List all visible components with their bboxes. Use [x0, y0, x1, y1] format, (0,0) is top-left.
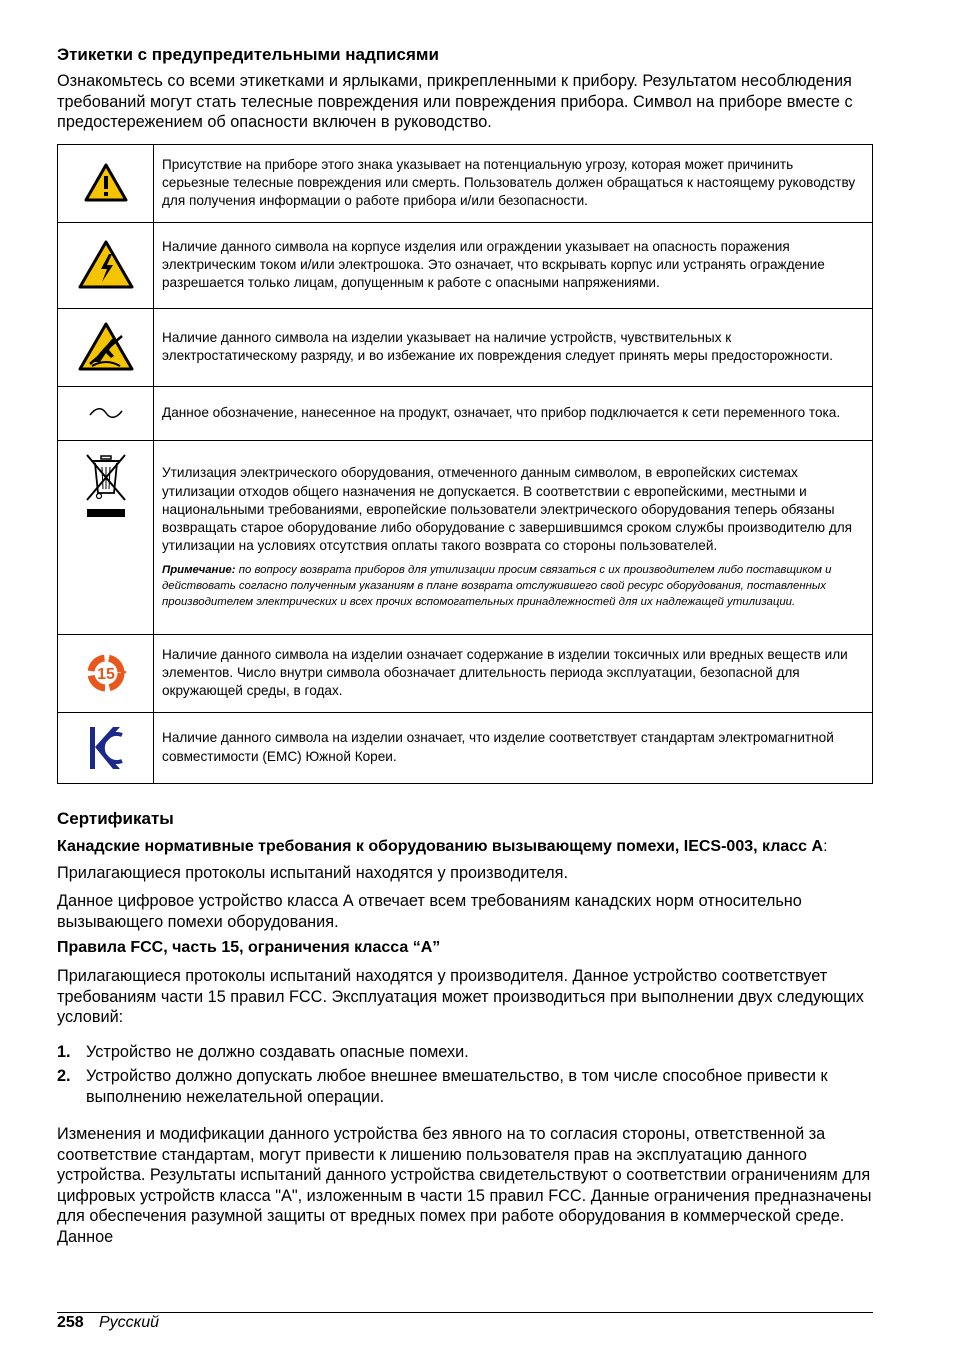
section-title-certificates: Сертификаты — [57, 808, 174, 828]
table-row — [58, 144, 873, 222]
table-row — [58, 308, 873, 386]
note-text: по вопросу возврата приборов для утилизации просим связаться с их производителем либо поставщиком и действовать согласно полученным указаниям в плане возврата отслужившего свой ресурс оборудования, поставленных производителем электрических и всех прочих вспомогательных принадлежностей для их надлежащей утилизации. — [162, 563, 832, 608]
weee-crossed-bin-icon — [58, 440, 154, 634]
table-row — [58, 222, 873, 308]
symbol-description-cell — [154, 440, 873, 634]
canada-paragraph-2: Данное цифровое устройство класса А отвечает всем требованиям канадских норм относительно вызывающего помехи оборудования. — [57, 892, 802, 931]
canada-heading — [57, 837, 873, 857]
canada-paragraph-1: Прилагающиеся протоколы испытаний находятся у производителя. — [57, 863, 568, 882]
symbol-description: Наличие данного символа на изделии означает содержание в изделии токсичных или вредных веществ или элементов. Число внутри символа обозначает длительность периода эксплуатации, безопасной для окружающей среды, в годах. — [154, 634, 873, 712]
symbol-description: Присутствие на приборе этого знака указывает на потенциальную угрозу, которая может причинить серьезные телесные повреждения или смерть. Пользователь должен обращаться к настоящему руководству для получения информации о работе прибора и/или безопасности. — [154, 144, 873, 222]
symbol-description: Данное обозначение, нанесенное на продукт, означает, что прибор подключается к сети переменного тока. — [154, 386, 873, 440]
rohs-years-label: 15 — [96, 666, 115, 683]
table-row — [58, 386, 873, 440]
general-warning-icon — [58, 144, 154, 222]
fcc-heading: Правила FCC, часть 15, ограничения класса “А” — [57, 939, 441, 956]
symbol-description: Утилизация электрического оборудования, отмеченного данным символом, в европейских системах утилизации отходов общего назначения не допускается. В соответствии с европейскими, местными и национальными требованиями, европейские пользователи электрического оборудования теперь обязаны возвращать старое оборудование либо оборудование с завершившимся сроком службы производителю для утилизации на условиях отсутствия оплаты такого возврата со стороны пользователей. — [162, 465, 853, 554]
list-item — [57, 1066, 873, 1107]
note-label: Примечание: — [162, 563, 236, 576]
section-title-warning-labels: Этикетки с предупредительными надписями — [57, 45, 439, 64]
alternating-current-icon — [58, 386, 154, 440]
symbol-description: Наличие данного символа на корпусе изделия или ограждении указывает на опасность поражения электрическим током и/или электрошока. Это означает, что вскрывать корпус или устранять ограждение разрешается только лицам, допущенным к работе с опасными напряжениями. — [154, 222, 873, 308]
page-number: 258 — [57, 1314, 84, 1331]
esd-warning-icon — [58, 308, 154, 386]
table-row — [58, 634, 873, 712]
fcc-paragraph-1: Прилагающиеся протоколы испытаний находятся у производителя. Данное устройство соответствует требованиям части 15 правил FCC. Эксплуатация может производиться при выполнении двух следующих условий: — [57, 967, 864, 1026]
canada-heading-text: Канадские нормативные требования к оборудованию вызывающему помехи, IECS-003, класс А — [57, 837, 824, 855]
list-item-text: Устройство не должно создавать опасные помехи. — [86, 1042, 469, 1061]
conditions-list — [57, 1042, 873, 1108]
list-item — [57, 1042, 873, 1063]
kc-mark-icon — [58, 712, 154, 783]
china-rohs-15-icon — [58, 634, 154, 712]
list-item-number: 1. — [57, 1042, 71, 1061]
electric-shock-warning-icon — [58, 222, 154, 308]
table-row — [58, 712, 873, 783]
canada-heading-suffix: : — [823, 837, 828, 855]
table-row — [58, 440, 873, 634]
symbol-description: Наличие данного символа на изделии указывает на наличие устройств, чувствительных к электростатическому разряду, и во избежание их повреждения следует принять меры предосторожности. — [154, 308, 873, 386]
symbol-description: Наличие данного символа на изделии означает, что изделие соответствует стандартам электромагнитной совместимости (EMC) Южной Кореи. — [154, 712, 873, 783]
section-intro: Ознакомьтесь со всеми этикетками и ярлыками, прикрепленными к прибору. Результатом несоблюдения требований могут стать телесные повреждения или повреждения прибора. Символ на приборе вместе с предостережением об опасности включен в руководство. — [57, 72, 853, 131]
page-content — [57, 44, 873, 1247]
list-item-text: Устройство должно допускать любое внешнее вмешательство, в том числе способное привести к выполнению нежелательной операции. — [86, 1067, 828, 1106]
symbols-table — [57, 144, 873, 784]
fcc-paragraph-2: Изменения и модификации данного устройства без явного на то согласия стороны, ответственной за соответствие стандартам, могут привести к лишению пользователя прав на эксплуатацию данного устройства. Результаты испытаний данного устройства свидетельствуют о соответствии ограничениям для цифровых устройств класса "А", изложенным в части 15 правил FCC. Данные ограничения предназначены для обеспечения разумной защиты от вредных помех при работе оборудования в коммерческой среде. Данное — [57, 1125, 872, 1246]
list-item-number: 2. — [57, 1067, 71, 1085]
disposal-note — [162, 562, 864, 610]
page-footer — [57, 1312, 873, 1331]
footer-language: Русский — [99, 1314, 160, 1331]
